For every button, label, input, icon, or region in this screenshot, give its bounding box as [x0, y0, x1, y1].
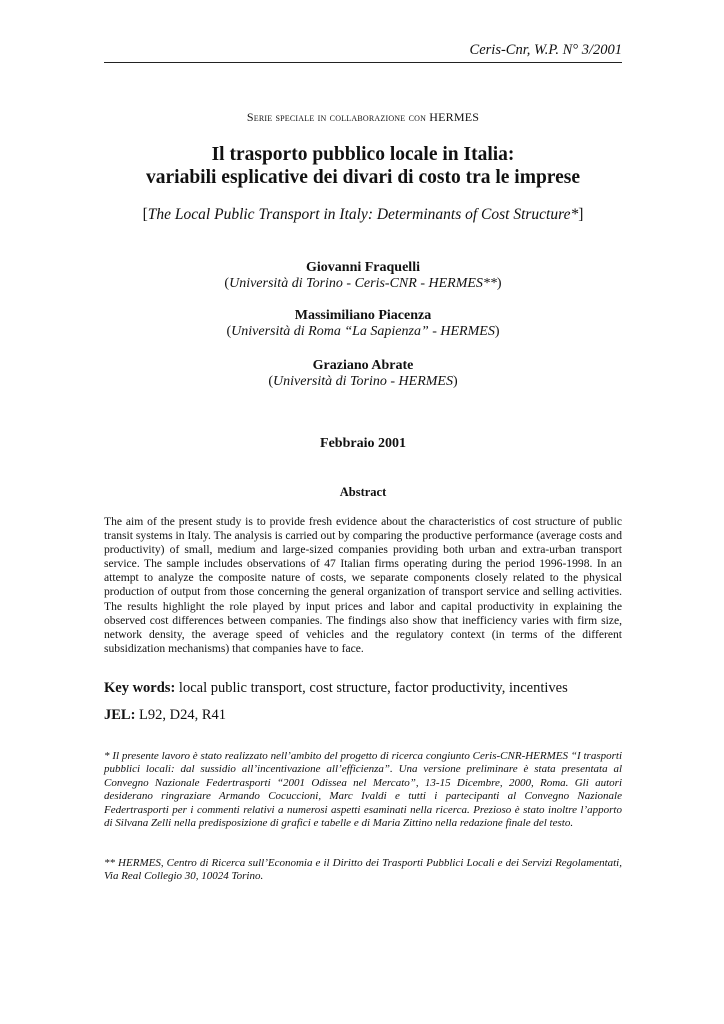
- footnote-hermes: ** HERMES, Centro di Ricerca sull’Economia e il Diritto dei Trasporti Pubblici Locali e dei Servizi Regolamentati, Via Real Collegio 30, 10024 Torino.: [104, 857, 622, 883]
- keywords-text: local public transport, cost structure, factor productivity, incentives: [175, 680, 568, 696]
- series-label: Serie speciale in collaborazione con HERMES: [246, 110, 480, 124]
- author-name: Massimiliano Piacenza: [294, 308, 432, 323]
- author-affiliation-text: Università di Torino - Ceris-CNR - HERMES**: [229, 276, 497, 291]
- paren-open: (: [268, 374, 274, 389]
- paper-title: [90, 143, 636, 189]
- running-head: Ceris-Cnr, W.P. N° 3/2001: [469, 42, 622, 58]
- english-title-close-bracket: ]: [578, 206, 584, 223]
- author-affiliation: [104, 324, 622, 340]
- paper-title-line-2: variabili esplicative dei divari di costo tra le imprese: [146, 167, 580, 188]
- jel-codes: [104, 707, 622, 724]
- header-divider: [104, 62, 622, 63]
- author-affiliation: [104, 374, 622, 390]
- publication-date: Febbraio 2001: [320, 436, 406, 451]
- keywords-label: Key words:: [104, 680, 176, 696]
- author-name: Graziano Abrate: [312, 358, 414, 373]
- english-title-open-bracket: [: [142, 206, 148, 223]
- paren-close: ): [452, 374, 458, 389]
- keywords: [104, 680, 622, 697]
- abstract-body: The aim of the present study is to provide fresh evidence about the characteristics of cost structure of public transit systems in Italy. The analysis is carried out by comparing the productive performance (average costs and productivity) of small, medium and large-sized companies providing both urban and extra-urban transport service. The sample includes observations of 47 Italian firms operating during the period 1996-1998. In an attempt to analyze the composite nature of costs, we separate components closely related to the physical production of output from those concerning the general organization of transport service and selling activities. The results highlight the role played by input prices and labor and capital productivity in explaining the observed cost differences between companies. The findings also show that inefficiency varies with firm size, network density, the average speed of vehicles and the regulatory context (in terms of the different subsidization mechanisms) that companies have to face.: [104, 515, 622, 655]
- paren-close: ): [496, 276, 502, 291]
- jel-text: L92, D24, R41: [135, 707, 227, 723]
- english-title: [90, 206, 636, 224]
- paper-title-line-1: Il trasporto pubblico locale in Italia:: [211, 144, 515, 165]
- footnote-acknowledgements: * Il presente lavoro è stato realizzato nell’ambito del progetto di ricerca congiunto Ceris-CNR-HERMES “I trasporti pubblici locali: dal sussidio all’incentivazione all’efficienza”. Una versione preliminare è stata presentata al Convegno Nazionale Federtrasporti “2001 Odissea nel Mercato”, 13-15 Dicembre, 2000, Roma. Gli autori desiderano ringraziare Armando Cocuccioni, Marc Ivaldi e tutti i partecipanti al Convegno Nazionale Federtrasporti per i commenti relativi a numerosi aspetti esaminati nella ricerca. Prezioso è stato inoltre l’apporto di Silvana Zelli nella predisposizione di grafici e tabelle e di Maria Zittino nella redazione finale del testo.: [104, 750, 622, 830]
- jel-label: JEL:: [104, 707, 136, 723]
- paren-open: (: [226, 324, 232, 339]
- paren-close: ): [494, 324, 500, 339]
- english-title-text: The Local Public Transport in Italy: Determinants of Cost Structure*: [147, 206, 579, 223]
- paren-open: (: [224, 276, 230, 291]
- author-name: Giovanni Fraquelli: [306, 260, 420, 275]
- abstract-heading: Abstract: [339, 485, 387, 499]
- author-affiliation: [104, 276, 622, 292]
- author-affiliation-text: Università di Roma “La Sapienza” - HERMES: [231, 324, 495, 339]
- author-affiliation-text: Università di Torino - HERMES: [273, 374, 453, 389]
